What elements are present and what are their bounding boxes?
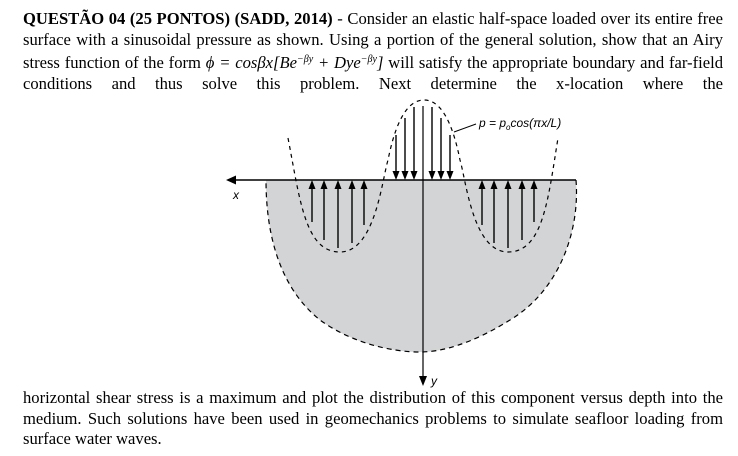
problem-continuation: will satisfy the appropriate boundary and far-field conditions and thus solve this problem. Next determine the x-location where the — [23, 53, 723, 93]
x-axis-arrowhead — [226, 176, 236, 185]
pressure-label-leader — [454, 124, 476, 132]
y-axis-arrowhead — [419, 376, 427, 386]
problem-intro: - Consider an elastic half-space loaded over its entire free surface with a sinusoidal pressure as shown. Using a portion of the general solution, show that an Airy stress function of the form — [23, 9, 723, 72]
airy-stress-function: $\phi = \cos\beta x[Be^{-\beta y} + Dye^{-\beta y}]$ — [205, 53, 384, 72]
question-heading: QUESTÃO 04 (25 PONTOS) (SADD, 2014) — [23, 9, 333, 28]
problem-statement-continued: horizontal shear stress is a maximum and plot the distribution of this component versus depth into the medium. Such solutions have been used in geomechanics problems to simulate seafloor loading from surface water waves. — [23, 388, 723, 448]
pressure-label: $p = p_o\cos(\pi x/L)$ — [479, 116, 562, 132]
y-axis-label: y — [431, 374, 437, 388]
x-axis-label: x — [233, 188, 239, 202]
